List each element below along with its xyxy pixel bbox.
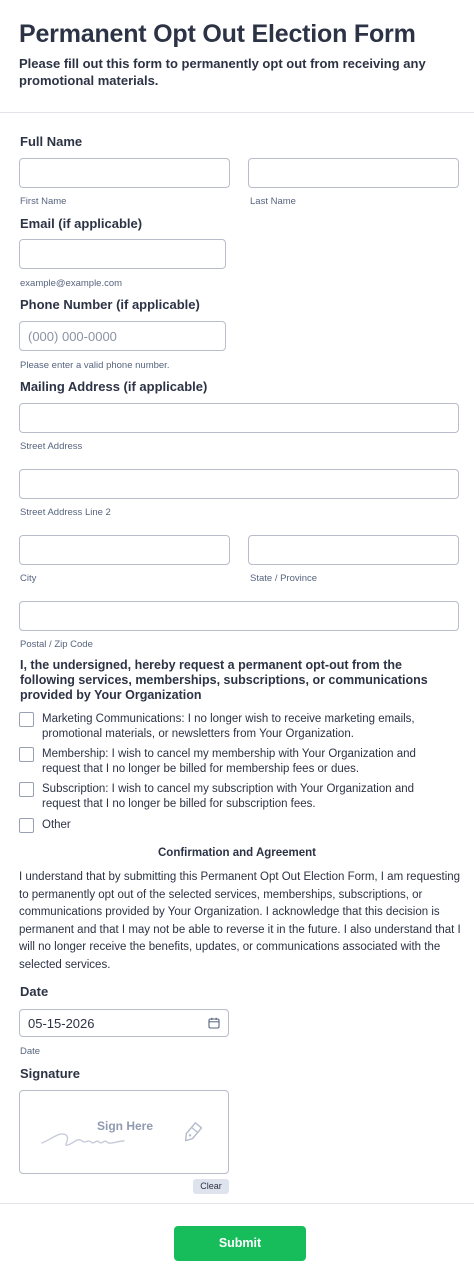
optout-option-label: Other <box>42 819 71 831</box>
form-title: Permanent Opt Out Election Form <box>19 20 416 48</box>
date-value: 05-15-2026 <box>28 1016 95 1031</box>
checkbox[interactable] <box>19 712 34 727</box>
state-input[interactable] <box>248 535 459 565</box>
optout-option-marketing[interactable] <box>19 712 459 742</box>
street-address-line2-input[interactable] <box>19 469 459 499</box>
date-label: Date <box>20 984 49 999</box>
signature-pad[interactable] <box>19 1090 229 1174</box>
street-address-sublabel: Street Address <box>20 441 83 452</box>
street-address-line2-sublabel: Street Address Line 2 <box>20 507 111 518</box>
full-name-label: Full Name <box>20 134 83 149</box>
submit-button[interactable]: Submit <box>174 1226 306 1261</box>
optout-option-label: Subscription: I wish to cancel my subscription with Your Organization and request that I no longer be billed for subscription fees. <box>42 783 415 810</box>
street-address-input[interactable] <box>19 403 459 433</box>
email-input[interactable] <box>19 239 226 269</box>
city-sublabel: City <box>20 573 37 584</box>
optout-option-label: Membership: I wish to cancel my membership with Your Organization and request that I no longer be billed for membership fees or dues. <box>42 748 416 775</box>
email-sublabel: example@example.com <box>20 278 123 289</box>
signature-label: Signature <box>20 1066 80 1081</box>
form-subtitle: Please fill out this form to permanently opt out from receiving any promotional materials. <box>19 56 426 88</box>
checkbox[interactable] <box>19 782 34 797</box>
confirmation-text: I understand that by submitting this Permanent Opt Out Election Form, I am requesting to permanently opt out of the selected services, memberships, subscriptions, or communications provided by Your Organization. I acknowledge that this decision is permanent and that I may not be able to reverse it in the future. I also understand that I will no longer receive the benefits, updates, or communications associated with the selected services. <box>19 871 461 971</box>
calendar-icon[interactable] <box>208 1017 220 1029</box>
date-input[interactable] <box>19 1009 229 1037</box>
checkbox[interactable] <box>19 747 34 762</box>
city-input[interactable] <box>19 535 230 565</box>
email-label: Email (if applicable) <box>20 216 143 231</box>
date-sublabel: Date <box>20 1046 41 1057</box>
phone-input[interactable] <box>19 321 226 351</box>
clear-signature-button[interactable]: Clear <box>193 1179 229 1194</box>
optout-option-other[interactable] <box>19 818 459 833</box>
state-sublabel: State / Province <box>250 573 318 584</box>
optout-option-label: Marketing Communications: I no longer wish to receive marketing emails, promotional materials, or newsletters from Your Organization. <box>42 713 415 740</box>
last-name-sublabel: Last Name <box>250 196 296 207</box>
optout-option-subscription[interactable] <box>19 782 459 812</box>
signature-placeholder: Sign Here <box>96 1119 153 1133</box>
first-name-input[interactable] <box>19 158 230 188</box>
optout-question: I, the undersigned, hereby request a permanent opt-out from the following services, memberships, subscriptions, or communications provided by Your Organization <box>20 658 428 702</box>
footer-divider <box>0 1203 474 1204</box>
phone-sublabel: Please enter a valid phone number. <box>20 360 170 371</box>
phone-label: Phone Number (if applicable) <box>20 297 200 312</box>
last-name-input[interactable] <box>248 158 459 188</box>
optout-option-membership[interactable] <box>19 747 459 777</box>
postal-code-input[interactable] <box>19 601 459 631</box>
checkbox[interactable] <box>19 818 34 833</box>
form-header <box>0 0 474 113</box>
confirmation-heading: Confirmation and Agreement <box>157 847 317 859</box>
address-label: Mailing Address (if applicable) <box>20 379 208 394</box>
first-name-sublabel: First Name <box>20 196 67 207</box>
postal-code-sublabel: Postal / Zip Code <box>20 639 93 650</box>
